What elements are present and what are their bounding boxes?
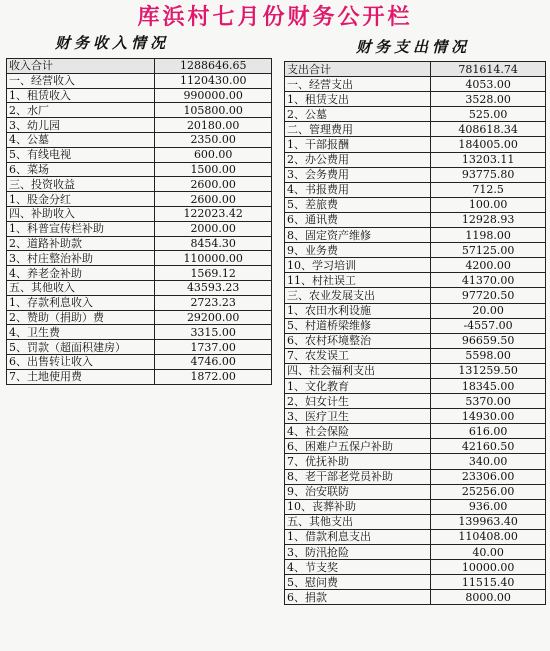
table-row [285,62,546,77]
amount-cell: 1737.00 [155,340,272,355]
item-name-cell: 4、公墓 [7,132,155,147]
table-row [285,424,546,439]
amount-cell: 8454.30 [155,236,272,251]
table-row [285,197,546,212]
table-row [7,236,272,251]
amount-cell: 20.00 [431,303,546,318]
item-name-cell: 2、水厂 [7,103,155,118]
item-name-cell: 1、科普宣传栏补助 [7,221,155,236]
item-name-cell: 5、差旅费 [285,197,431,212]
table-row [285,409,546,424]
item-name-cell: 9、治安联防 [285,484,431,499]
table-row [285,92,546,107]
table-row [7,251,272,266]
table-row [7,354,272,369]
item-name-cell: 4、书报费用 [285,182,431,197]
amount-cell: 97720.50 [431,288,546,303]
amount-cell: 2350.00 [155,132,272,147]
item-name-cell: 1、存款利息收入 [7,295,155,310]
amount-cell: 3528.00 [431,92,546,107]
amount-cell: 600.00 [155,147,272,162]
item-name-cell: 2、赞助（捐助）费 [7,310,155,325]
amount-cell: 10000.00 [431,560,546,575]
table-row [7,221,272,236]
amount-cell: 4053.00 [431,77,546,92]
table-row [285,107,546,122]
item-name-cell: 1、文化教育 [285,378,431,393]
amount-cell: 525.00 [431,107,546,122]
table-row [7,73,272,88]
amount-cell: 2723.23 [155,295,272,310]
amount-cell: 781614.74 [431,62,546,77]
table-row [285,182,546,197]
table-row [285,167,546,182]
amount-cell: 25256.00 [431,484,546,499]
amount-cell: 18345.00 [431,378,546,393]
amount-cell: 11515.40 [431,575,546,590]
amount-cell: 5598.00 [431,348,546,363]
item-name-cell: 4、社会保险 [285,424,431,439]
amount-cell: 43593.23 [155,280,272,295]
item-name-cell: 6、菜场 [7,162,155,177]
table-row [7,132,272,147]
amount-cell: 100.00 [431,197,546,212]
table-row [7,325,272,340]
amount-cell: 110408.00 [431,529,546,544]
item-name-cell: 支出合计 [285,62,431,77]
item-name-cell: 7、农发误工 [285,348,431,363]
amount-cell: 122023.42 [155,206,272,221]
amount-cell: 57125.00 [431,243,546,258]
item-name-cell: 5、村道桥梁维修 [285,318,431,333]
item-name-cell: 3、医疗卫生 [285,409,431,424]
amount-cell: 41370.00 [431,273,546,288]
item-name-cell: 10、丧葬补助 [285,499,431,514]
table-row [285,122,546,137]
table-row [285,590,546,605]
item-name-cell: 1、租赁收入 [7,88,155,103]
item-name-cell: 1、农田水利设施 [285,303,431,318]
item-name-cell: 四、社会福利支出 [285,363,431,378]
amount-cell: 340.00 [431,454,546,469]
table-row [285,288,546,303]
table-row [285,243,546,258]
item-name-cell: 1、租赁支出 [285,92,431,107]
item-name-cell: 6、捐款 [285,590,431,605]
table-row [285,545,546,560]
item-name-cell: 1、股金分红 [7,192,155,207]
amount-cell: 408618.34 [431,122,546,137]
table-row [285,152,546,167]
item-name-cell: 1、干部报酬 [285,137,431,152]
item-name-cell: 8、固定资产维修 [285,228,431,243]
table-row [285,137,546,152]
item-name-cell: 11、村社误工 [285,273,431,288]
amount-cell: 2600.00 [155,192,272,207]
table-row [285,303,546,318]
page-title: 库浜村七月份财务公开栏 [137,4,413,30]
expense-heading: 财务支出情况 [356,38,471,56]
amount-cell: 2600.00 [155,177,272,192]
amount-cell: 29200.00 [155,310,272,325]
item-name-cell: 5、有线电视 [7,147,155,162]
amount-cell: 4200.00 [431,258,546,273]
table-row [7,206,272,221]
item-name-cell: 2、办公费用 [285,152,431,167]
table-row [7,295,272,310]
income-table [6,58,272,385]
item-name-cell: 6、农村环境整治 [285,333,431,348]
item-name-cell: 4、养老金补助 [7,266,155,281]
item-name-cell: 1、借款利息支出 [285,529,431,544]
amount-cell: 184005.00 [431,137,546,152]
item-name-cell: 2、妇女计生 [285,394,431,409]
amount-cell: 712.5 [431,182,546,197]
amount-cell: 1569.12 [155,266,272,281]
item-name-cell: 2、道路补助款 [7,236,155,251]
table-row [7,118,272,133]
item-name-cell: 2、公墓 [285,107,431,122]
table-row [285,529,546,544]
table-row [285,469,546,484]
amount-cell: 12928.93 [431,212,546,227]
amount-cell: 3315.00 [155,325,272,340]
amount-cell: 1872.00 [155,369,272,384]
amount-cell: 105800.00 [155,103,272,118]
amount-cell: 96659.50 [431,333,546,348]
amount-cell: 1500.00 [155,162,272,177]
amount-cell: 2000.00 [155,221,272,236]
item-name-cell: 3、会务费用 [285,167,431,182]
item-name-cell: 5、罚款（超面积建房） [7,340,155,355]
item-name-cell: 四、补助收入 [7,206,155,221]
item-name-cell: 一、经营收入 [7,73,155,88]
amount-cell: -4557.00 [431,318,546,333]
amount-cell: 1198.00 [431,228,546,243]
table-row [285,258,546,273]
table-row [285,228,546,243]
table-row [7,147,272,162]
item-name-cell: 收入合计 [7,59,155,74]
amount-cell: 13203.11 [431,152,546,167]
item-name-cell: 7、土地使用费 [7,369,155,384]
amount-cell: 23306.00 [431,469,546,484]
item-name-cell: 三、农业发展支出 [285,288,431,303]
table-row [7,192,272,207]
table-row [285,514,546,529]
amount-cell: 8000.00 [431,590,546,605]
amount-cell: 1120430.00 [155,73,272,88]
item-name-cell: 五、其他收入 [7,280,155,295]
item-name-cell: 4、节支奖 [285,560,431,575]
amount-cell: 4746.00 [155,354,272,369]
income-heading: 财务收入情况 [55,34,170,52]
amount-cell: 14930.00 [431,409,546,424]
table-row [7,340,272,355]
table-row [7,280,272,295]
table-row [7,310,272,325]
amount-cell: 936.00 [431,499,546,514]
table-row [285,212,546,227]
table-row [7,59,272,74]
item-name-cell: 9、业务费 [285,243,431,258]
table-row [7,88,272,103]
item-name-cell: 3、幼儿园 [7,118,155,133]
table-row [285,273,546,288]
amount-cell: 5370.00 [431,394,546,409]
table-row [7,162,272,177]
table-row [7,369,272,384]
table-row [7,266,272,281]
amount-cell: 93775.80 [431,167,546,182]
table-row [285,454,546,469]
amount-cell: 616.00 [431,424,546,439]
table-row [285,484,546,499]
table-row [285,575,546,590]
item-name-cell: 5、慰问费 [285,575,431,590]
item-name-cell: 一、经营支出 [285,77,431,92]
item-name-cell: 10、学习培训 [285,258,431,273]
item-name-cell: 6、出售转让收入 [7,354,155,369]
table-row [7,103,272,118]
item-name-cell: 7、优抚补助 [285,454,431,469]
table-row [285,499,546,514]
table-row [285,363,546,378]
amount-cell: 139963.40 [431,514,546,529]
amount-cell: 42160.50 [431,439,546,454]
item-name-cell: 6、通讯费 [285,212,431,227]
item-name-cell: 三、投资收益 [7,177,155,192]
item-name-cell: 3、村庄整治补助 [7,251,155,266]
table-row [285,439,546,454]
item-name-cell: 8、老干部老党员补助 [285,469,431,484]
item-name-cell: 二、管理费用 [285,122,431,137]
table-row [285,560,546,575]
item-name-cell: 4、卫生费 [7,325,155,340]
amount-cell: 990000.00 [155,88,272,103]
item-name-cell: 3、防汛抢险 [285,545,431,560]
item-name-cell: 五、其他支出 [285,514,431,529]
expense-table [284,61,546,605]
table-row [285,378,546,393]
table-row [285,77,546,92]
table-row [285,333,546,348]
amount-cell: 110000.00 [155,251,272,266]
table-row [7,177,272,192]
amount-cell: 1288646.65 [155,59,272,74]
amount-cell: 131259.50 [431,363,546,378]
amount-cell: 20180.00 [155,118,272,133]
table-row [285,348,546,363]
amount-cell: 40.00 [431,545,546,560]
item-name-cell: 6、困难户五保户补助 [285,439,431,454]
table-row [285,318,546,333]
table-row [285,394,546,409]
